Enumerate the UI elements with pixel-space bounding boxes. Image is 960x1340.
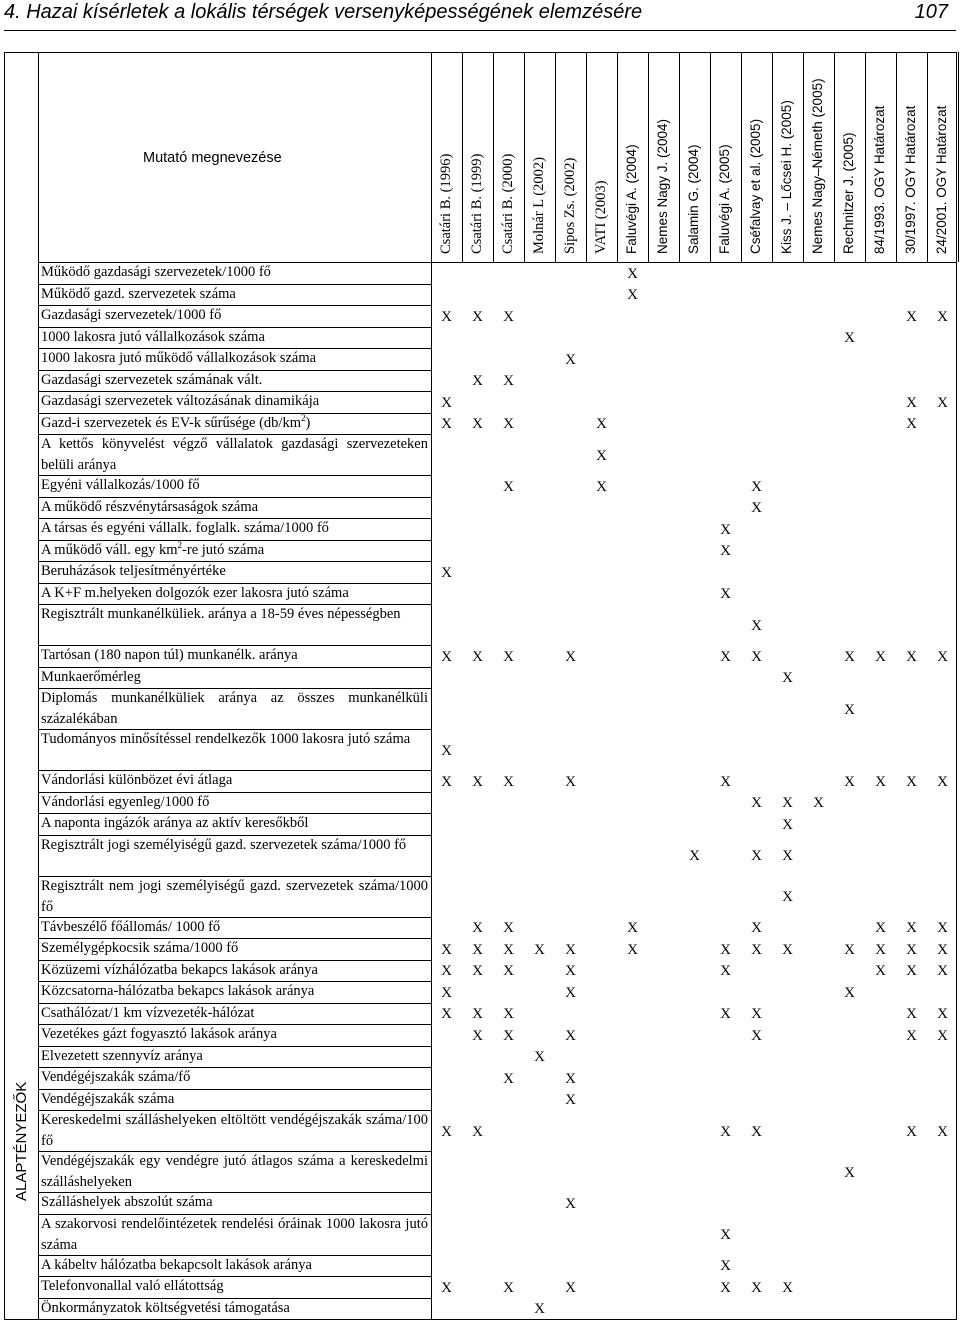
table-mark: X xyxy=(472,1027,483,1044)
table-mark: X xyxy=(441,564,452,581)
table-mark: X xyxy=(937,1006,948,1023)
row-label xyxy=(38,370,428,392)
table-mark: X xyxy=(782,670,793,687)
side-label: ALAPTÉNYEZŐK xyxy=(13,1081,30,1201)
column-header: Rechnitzer J. (2005) xyxy=(841,132,856,254)
table-mark: X xyxy=(503,1070,514,1087)
table-mark: X xyxy=(503,963,514,980)
table-mark: X xyxy=(441,648,452,665)
row-label xyxy=(38,327,428,349)
table-mark: X xyxy=(937,963,948,980)
row-label xyxy=(38,561,428,583)
table-mark: X xyxy=(937,1123,948,1140)
table-mark: X xyxy=(813,795,824,812)
row-label xyxy=(38,960,428,982)
table-mark: X xyxy=(627,287,638,304)
row-label-text: Diplomás munkanélküliek aránya az összes munkanélküli százalékában xyxy=(41,690,428,727)
row-label-text: A kettős könyvelést végző vállalatok gazdasági szervezeteken belüli aránya xyxy=(41,436,428,473)
table-mark: X xyxy=(534,941,545,958)
table-mark: X xyxy=(751,941,762,958)
header-column-divider xyxy=(927,52,928,262)
table-mark: X xyxy=(565,1027,576,1044)
row-label-text: A szakorvosi rendelőintézetek rendelési óráinak 1000 lakosra jutó száma xyxy=(41,1215,428,1253)
row-label-superscript: 2 xyxy=(177,539,183,550)
table-mark: X xyxy=(503,373,514,390)
row-label-superscript: 2 xyxy=(300,412,306,423)
row-label xyxy=(38,667,428,689)
table-mark: X xyxy=(503,648,514,665)
table-mark: X xyxy=(472,308,483,325)
table-mark: X xyxy=(875,773,886,790)
row-label xyxy=(38,434,428,475)
column-header: Cséfalvay et al. (2005) xyxy=(748,118,763,254)
table-mark: X xyxy=(906,1027,917,1044)
column-header: Faluvégi A. (2005) xyxy=(717,144,732,254)
table-border-left xyxy=(4,52,5,1319)
table-mark: X xyxy=(441,773,452,790)
table-mark: X xyxy=(441,1006,452,1023)
table-mark: X xyxy=(441,984,452,1001)
table-mark: X xyxy=(844,1164,855,1181)
row-label-text: 1000 lakosra jutó működő vállalkozások száma xyxy=(41,350,317,366)
table-mark: X xyxy=(441,742,452,759)
table-mark: X xyxy=(503,1027,514,1044)
header-column-divider xyxy=(462,52,463,262)
table-mark: X xyxy=(751,500,762,517)
table-mark: X xyxy=(937,648,948,665)
row-label-text: Elvezetett szennyvíz aránya xyxy=(41,1047,203,1064)
table-mark: X xyxy=(844,330,855,347)
row-label-text: Vándorlási különbözet évi átlaga xyxy=(41,772,233,788)
table-border-top xyxy=(4,52,956,53)
row-label xyxy=(38,604,428,645)
table-mark: X xyxy=(503,478,514,495)
column-header: Molnár L (2002) xyxy=(531,157,547,254)
page-number: 107 xyxy=(914,1,948,23)
row-label-text: Kereskedelmi szálláshelyeken eltöltött vendégéjszakák száma/100 fő xyxy=(41,1112,428,1149)
table-mark: X xyxy=(534,1301,545,1318)
column-header: Nemes Nagy J. (2004) xyxy=(655,118,670,254)
row-label xyxy=(38,475,428,497)
row-label-text: Csathálózat/1 km vízvezeték-hálózat xyxy=(41,1004,255,1021)
row-label xyxy=(38,645,428,667)
table-mark: X xyxy=(472,773,483,790)
table-mark: X xyxy=(441,1279,452,1296)
row-label-text: A kábeltv hálózatba bekapcsolt lakások aránya xyxy=(41,1256,312,1273)
table-mark: X xyxy=(565,1279,576,1296)
row-label-text: Munkaerőmérleg xyxy=(41,668,141,685)
row-label xyxy=(38,1298,428,1320)
table-mark: X xyxy=(751,1123,762,1140)
table-mark: X xyxy=(906,1123,917,1140)
table-mark: X xyxy=(472,941,483,958)
table-mark: X xyxy=(844,941,855,958)
row-label xyxy=(38,413,428,435)
table-mark: X xyxy=(627,941,638,958)
header-column-divider xyxy=(679,52,680,262)
row-label xyxy=(38,1003,428,1025)
row-label-text: Önkormányzatok költségvetési támogatása xyxy=(41,1299,290,1316)
column-header: Faluvégi A. (2004) xyxy=(624,144,639,254)
table-mark: X xyxy=(875,941,886,958)
table-mark: X xyxy=(441,394,452,411)
table-mark: X xyxy=(720,1006,731,1023)
column-header: 84/1993. OGY Határozat xyxy=(872,105,887,254)
table-mark: X xyxy=(906,963,917,980)
table-mark: X xyxy=(906,308,917,325)
table-mark: X xyxy=(782,816,793,833)
row-label-text: Regisztrált munkanélküliek. aránya a 18-59 éves népességben xyxy=(41,606,401,622)
page-header xyxy=(4,0,956,31)
row-label-text: Vendégéjszakák száma xyxy=(41,1090,175,1107)
table-mark: X xyxy=(844,701,855,718)
header-column-divider xyxy=(710,52,711,262)
table-mark: X xyxy=(937,308,948,325)
row-label xyxy=(38,1255,428,1277)
row-label xyxy=(38,1276,428,1298)
table-mark: X xyxy=(565,1070,576,1087)
table-mark: X xyxy=(503,1279,514,1296)
row-label-text: Egyéni vállalkozás/1000 fő xyxy=(41,477,200,493)
column-header: VATI (2003) xyxy=(593,180,609,254)
table-mark: X xyxy=(751,1006,762,1023)
table-mark: X xyxy=(751,795,762,812)
row-label xyxy=(38,540,428,562)
header-column-divider xyxy=(524,52,525,262)
row-label-text: Regisztrált jogi személyiségű gazd. szervezetek száma/1000 fő xyxy=(41,836,407,853)
table-mark: X xyxy=(751,648,762,665)
column-header: Csatári B. (2000) xyxy=(500,153,516,254)
table-mark: X xyxy=(565,648,576,665)
table-mark: X xyxy=(937,773,948,790)
row-label-text: Tartósan (180 napon túl) munkanélk. aránya xyxy=(41,647,298,663)
table-mark: X xyxy=(844,648,855,665)
table-mark: X xyxy=(503,308,514,325)
row-label xyxy=(38,729,428,770)
column-header: Csatári B. (1999) xyxy=(469,153,485,254)
row-label-text: Működő gazd. szervezetek száma xyxy=(41,285,236,302)
table-mark: X xyxy=(441,963,452,980)
row-label xyxy=(38,1046,428,1068)
table-mark: X xyxy=(720,586,731,603)
row-label xyxy=(38,1192,428,1214)
row-label-text: Tudományos minősítéssel rendelkezők 1000 lakosra jutó száma xyxy=(41,731,411,747)
row-label-text: Vándorlási egyenleg/1000 fő xyxy=(41,793,210,810)
table-mark: X xyxy=(906,941,917,958)
header-column-divider xyxy=(493,52,494,262)
row-label xyxy=(38,770,428,792)
table-mark: X xyxy=(720,1123,731,1140)
table-mark: X xyxy=(906,920,917,937)
table-mark: X xyxy=(441,416,452,433)
table-mark: X xyxy=(937,941,948,958)
table-mark: X xyxy=(441,941,452,958)
table-mark: X xyxy=(751,920,762,937)
row-label-text: Szálláshelyek abszolút száma xyxy=(41,1194,213,1210)
indicator-table xyxy=(4,52,956,1319)
table-mark: X xyxy=(751,1027,762,1044)
row-label xyxy=(38,1067,428,1089)
row-label xyxy=(38,981,428,1003)
table-mark: X xyxy=(906,1006,917,1023)
column-header: Salamin G. (2004) xyxy=(686,144,701,254)
row-label-text: Személygépkocsik száma/1000 fő xyxy=(41,940,239,956)
header-column-divider xyxy=(648,52,649,262)
row-label-text: Gazdasági szervezetek változásának dinamikája xyxy=(41,393,320,409)
row-label xyxy=(38,497,428,519)
row-label-text: 1000 lakosra jutó vállalkozások száma xyxy=(41,328,265,345)
row-label xyxy=(38,917,428,939)
column-header: Csatári B. (1996) xyxy=(438,153,454,254)
row-label-text: A működő részvénytársaságok száma xyxy=(41,498,259,515)
indicator-header: Mutató megnevezése xyxy=(143,150,282,166)
column-header: Sipos Zs. (2002) xyxy=(562,157,578,254)
table-mark: X xyxy=(782,795,793,812)
header-column-divider xyxy=(586,52,587,262)
row-label-text: A működő váll. egy km xyxy=(41,541,178,558)
row-label-suffix: -re jutó száma xyxy=(182,541,265,558)
row-label xyxy=(38,348,428,370)
row-label-suffix: ) xyxy=(305,414,311,431)
table-mark: X xyxy=(782,1279,793,1296)
row-label-text: Vezetékes gázt fogyasztó lakások aránya xyxy=(41,1026,277,1042)
row-label xyxy=(38,518,428,540)
table-mark: X xyxy=(596,478,607,495)
row-label-text: A naponta ingázók aránya az aktív keresőkből xyxy=(41,815,309,831)
row-label xyxy=(38,1214,428,1255)
table-mark: X xyxy=(720,1258,731,1275)
row-label xyxy=(38,391,428,413)
row-label xyxy=(38,284,428,306)
table-mark: X xyxy=(720,773,731,790)
table-mark: X xyxy=(472,373,483,390)
table-mark: X xyxy=(534,1049,545,1066)
header-column-divider xyxy=(958,52,959,262)
table-mark: X xyxy=(875,963,886,980)
table-mark: X xyxy=(596,416,607,433)
row-label xyxy=(38,792,428,814)
table-mark: X xyxy=(875,920,886,937)
table-mark: X xyxy=(503,920,514,937)
row-label xyxy=(38,262,428,284)
table-mark: X xyxy=(751,848,762,864)
row-label-text: Telefonvonallal való ellátottság xyxy=(41,1278,224,1294)
table-mark: X xyxy=(472,1006,483,1023)
table-mark: X xyxy=(720,963,731,980)
table-mark: X xyxy=(782,848,793,864)
table-mark: X xyxy=(472,416,483,433)
table-mark: X xyxy=(906,648,917,665)
table-mark: X xyxy=(720,1279,731,1296)
table-mark: X xyxy=(782,941,793,958)
table-mark: X xyxy=(627,920,638,937)
table-mark: X xyxy=(472,963,483,980)
row-label-text: Közüzemi vízhálózatba bekapcs lakások aránya xyxy=(41,961,318,978)
table-mark: X xyxy=(782,889,793,905)
table-mark: X xyxy=(503,1006,514,1023)
row-label-text: A K+F m.helyeken dolgozók ezer lakosra jutó száma xyxy=(41,584,349,601)
header-column-divider xyxy=(896,52,897,262)
row-label xyxy=(38,1089,428,1111)
row-label xyxy=(38,938,428,960)
table-mark: X xyxy=(751,617,762,634)
table-mark: X xyxy=(565,1195,576,1212)
table-mark: X xyxy=(596,447,607,464)
table-mark: X xyxy=(937,920,948,937)
row-label xyxy=(38,688,428,729)
table-mark: X xyxy=(937,1027,948,1044)
header-column-divider xyxy=(617,52,618,262)
row-label-text: Beruházások teljesítményértéke xyxy=(41,563,226,579)
header-column-divider xyxy=(772,52,773,262)
table-mark: X xyxy=(906,394,917,411)
table-mark: X xyxy=(565,941,576,958)
table-mark: X xyxy=(906,773,917,790)
table-mark: X xyxy=(751,1279,762,1296)
table-mark: X xyxy=(720,543,731,560)
table-mark: X xyxy=(441,1123,452,1140)
header-column-divider xyxy=(865,52,866,262)
row-label-text: Vendégéjszakák száma/fő xyxy=(41,1069,191,1085)
page-header-title: 4. Hazai kísérletek a lokális térségek versenyképességének elemzésére xyxy=(4,1,643,23)
header-column-divider xyxy=(555,52,556,262)
row-label-text: Gazd-i szervezetek és EV-k sűrűsége (db/km xyxy=(41,414,301,431)
table-mark: X xyxy=(472,648,483,665)
row-label-text: A társas és egyéni vállalk. foglalk. száma/1000 fő xyxy=(41,520,329,536)
header-column-divider xyxy=(834,52,835,262)
table-mark: X xyxy=(565,773,576,790)
row-label xyxy=(38,305,428,327)
table-mark: X xyxy=(875,648,886,665)
table-mark: X xyxy=(720,941,731,958)
header-column-divider xyxy=(741,52,742,262)
table-mark: X xyxy=(503,416,514,433)
table-mark: X xyxy=(720,521,731,538)
row-label xyxy=(38,876,428,917)
table-mark: X xyxy=(720,1227,731,1243)
table-mark: X xyxy=(937,394,948,411)
table-mark: X xyxy=(906,416,917,433)
table-mark: X xyxy=(472,920,483,937)
table-mark: X xyxy=(720,648,731,665)
table-mark: X xyxy=(751,478,762,495)
table-mark: X xyxy=(441,308,452,325)
row-label-text: Vendégéjszakák egy vendégre jutó átlagos száma a kereskedelmi szálláshelyeken xyxy=(41,1153,428,1190)
table-mark: X xyxy=(844,984,855,1001)
table-mark: X xyxy=(844,773,855,790)
column-header: Kiss J. – Lőcsei H. (2005) xyxy=(779,100,794,254)
column-header: 30/1997. OGY Határozat xyxy=(903,105,918,254)
table-mark: X xyxy=(565,963,576,980)
row-label-text: Regisztrált nem jogi személyiségű gazd. szervezetek száma/1000 fő xyxy=(41,877,428,915)
table-mark: X xyxy=(472,1123,483,1140)
row-label xyxy=(38,1110,428,1151)
row-label-text: Működő gazdasági szervezetek/1000 fő xyxy=(41,264,271,280)
table-mark: X xyxy=(689,848,700,864)
header-label-divider xyxy=(431,52,432,262)
row-label xyxy=(38,835,428,876)
row-label-text: Gazdasági szervezetek/1000 fő xyxy=(41,307,222,323)
row-divider xyxy=(38,1319,431,1320)
table-mark: X xyxy=(565,1092,576,1109)
table-mark: X xyxy=(565,351,576,368)
column-header: Nemes Nagy–Németh (2005) xyxy=(810,78,825,254)
table-mark: X xyxy=(503,941,514,958)
column-header: 24/2001. OGY Határozat xyxy=(934,105,949,254)
header-column-divider xyxy=(803,52,804,262)
row-label xyxy=(38,1151,428,1192)
row-label-text: Távbeszélő főállomás/ 1000 fő xyxy=(41,918,221,935)
row-label xyxy=(38,583,428,605)
table-mark: X xyxy=(503,773,514,790)
row-label xyxy=(38,813,428,835)
row-label-text: Közcsatorna-hálózatba bekapcs lakások aránya xyxy=(41,983,315,999)
row-label-text: Gazdasági szervezetek számának vált. xyxy=(41,371,263,388)
row-label xyxy=(38,1024,428,1046)
table-mark: X xyxy=(627,265,638,282)
table-mark: X xyxy=(565,984,576,1001)
